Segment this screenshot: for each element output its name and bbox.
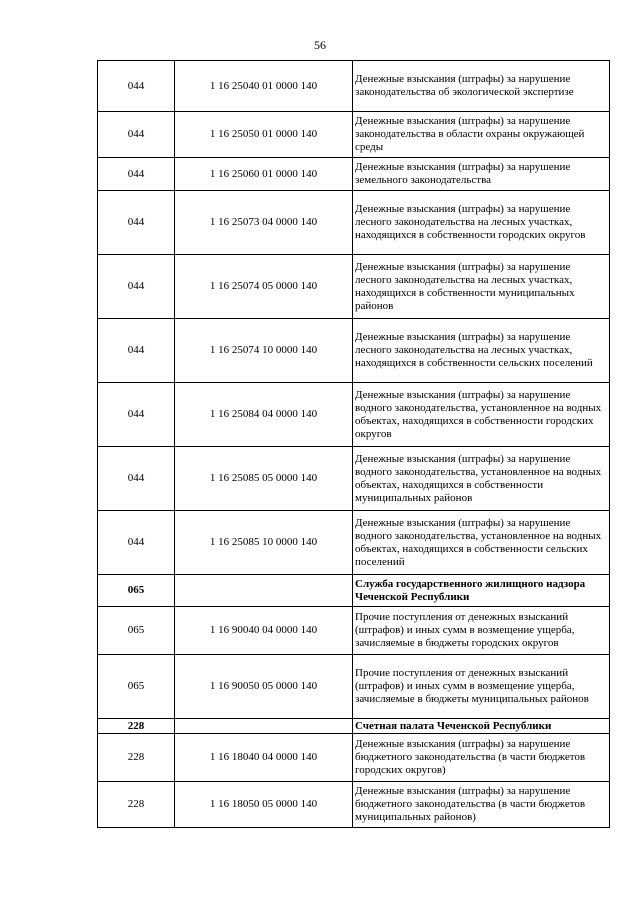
- table-row: [98, 191, 610, 255]
- revenue-code-cell: 1 16 25040 01 0000 140: [175, 61, 353, 112]
- table-row: [98, 61, 610, 112]
- revenue-code-cell: 1 16 25060 01 0000 140: [175, 158, 353, 191]
- table-row: [98, 734, 610, 782]
- revenue-name-cell: Денежные взыскания (штрафы) за нарушение бюджетного законодательства (в части бюджетов городских округов): [353, 734, 610, 782]
- revenue-name-cell: Счетная палата Чеченской Республики: [353, 719, 610, 734]
- admin-code-cell: 044: [98, 158, 175, 191]
- admin-code-cell: 228: [98, 734, 175, 782]
- revenue-code-cell: 1 16 25073 04 0000 140: [175, 191, 353, 255]
- revenue-code-cell: [175, 575, 353, 607]
- table-row: [98, 655, 610, 719]
- revenue-name-cell: Прочие поступления от денежных взысканий (штрафов) и иных сумм в возмещение ущерба, зачисляемые в бюджеты городских округов: [353, 607, 610, 655]
- admin-code-cell: 044: [98, 191, 175, 255]
- table-row: [98, 319, 610, 383]
- revenue-name-cell: Денежные взыскания (штрафы) за нарушение законодательства в области охраны окружающей среды: [353, 112, 610, 158]
- table-row: [98, 112, 610, 158]
- revenue-code-cell: 1 16 25084 04 0000 140: [175, 383, 353, 447]
- table-row: [98, 158, 610, 191]
- table-row: [98, 782, 610, 828]
- revenue-code-cell: 1 16 25085 05 0000 140: [175, 447, 353, 511]
- table-body: [98, 61, 610, 828]
- revenue-name-cell: Денежные взыскания (штрафы) за нарушение водного законодательства, установленное на водных объектах, находящихся в собственности сельских поселений: [353, 511, 610, 575]
- revenue-name-cell: Денежные взыскания (штрафы) за нарушение лесного законодательства на лесных участках, находящихся в собственности городских округов: [353, 191, 610, 255]
- revenue-name-cell: Денежные взыскания (штрафы) за нарушение бюджетного законодательства (в части бюджетов муниципальных районов): [353, 782, 610, 828]
- table-row: [98, 511, 610, 575]
- revenue-name-cell: Денежные взыскания (штрафы) за нарушение водного законодательства, установленное на водных объектах, находящихся в собственности муниципальных районов: [353, 447, 610, 511]
- revenue-code-cell: 1 16 25074 05 0000 140: [175, 255, 353, 319]
- revenue-code-cell: [175, 719, 353, 734]
- admin-code-cell: 044: [98, 447, 175, 511]
- admin-code-cell: 044: [98, 319, 175, 383]
- revenue-name-cell: Служба государственного жилищного надзора Чеченской Республики: [353, 575, 610, 607]
- revenue-name-cell: Денежные взыскания (штрафы) за нарушение водного законодательства, установленное на водных объектах, находящихся в собственности городских округов: [353, 383, 610, 447]
- admin-code-cell: 065: [98, 655, 175, 719]
- revenue-code-cell: 1 16 25074 10 0000 140: [175, 319, 353, 383]
- admin-code-cell: 044: [98, 383, 175, 447]
- revenue-code-cell: 1 16 18050 05 0000 140: [175, 782, 353, 828]
- table-row: [98, 383, 610, 447]
- revenue-code-cell: 1 16 90050 05 0000 140: [175, 655, 353, 719]
- revenue-code-cell: 1 16 25050 01 0000 140: [175, 112, 353, 158]
- admin-code-cell: 228: [98, 719, 175, 734]
- page-number: 56: [314, 38, 326, 52]
- section-header-row: [98, 575, 610, 607]
- table-row: [98, 607, 610, 655]
- revenue-name-cell: Денежные взыскания (штрафы) за нарушение лесного законодательства на лесных участках, находящихся в собственности сельских поселений: [353, 319, 610, 383]
- revenue-name-cell: Денежные взыскания (штрафы) за нарушение лесного законодательства на лесных участках, находящихся в собственности муниципальных районов: [353, 255, 610, 319]
- admin-code-cell: 044: [98, 112, 175, 158]
- revenue-code-cell: 1 16 90040 04 0000 140: [175, 607, 353, 655]
- admin-code-cell: 065: [98, 575, 175, 607]
- table-row: [98, 255, 610, 319]
- section-header-row: [98, 719, 610, 734]
- revenue-code-cell: 1 16 25085 10 0000 140: [175, 511, 353, 575]
- revenue-name-cell: Денежные взыскания (штрафы) за нарушение земельного законодательства: [353, 158, 610, 191]
- admin-code-cell: 044: [98, 511, 175, 575]
- admin-code-cell: 065: [98, 607, 175, 655]
- admin-code-cell: 044: [98, 255, 175, 319]
- admin-code-cell: 044: [98, 61, 175, 112]
- revenue-code-cell: 1 16 18040 04 0000 140: [175, 734, 353, 782]
- admin-code-cell: 228: [98, 782, 175, 828]
- revenue-name-cell: Прочие поступления от денежных взысканий (штрафов) и иных сумм в возмещение ущерба, зачисляемые в бюджеты муниципальных районов: [353, 655, 610, 719]
- table-row: [98, 447, 610, 511]
- budget-codes-table: [97, 60, 610, 828]
- revenue-name-cell: Денежные взыскания (штрафы) за нарушение законодательства об экологической экспертизе: [353, 61, 610, 112]
